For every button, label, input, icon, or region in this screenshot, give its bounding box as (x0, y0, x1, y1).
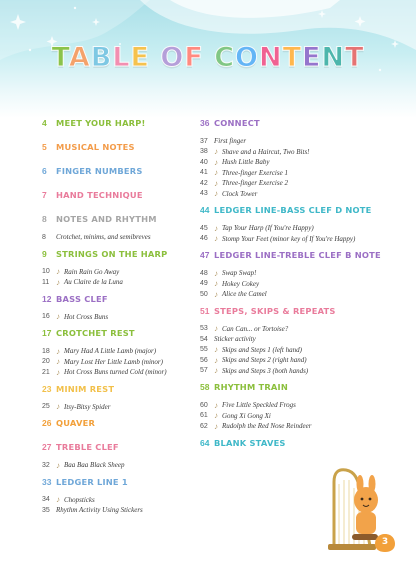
section-title: MEET YOUR HARP! (56, 118, 146, 128)
entry-title: Rhythm Activity Using Stickers (56, 506, 143, 515)
entry-title: Alice the Camel (222, 290, 267, 299)
section-page-number: 23 (42, 383, 52, 394)
music-note-icon: ♪ (214, 189, 218, 199)
toc-entry[interactable] (200, 411, 400, 422)
title-letter: F (184, 42, 204, 73)
entry-page-number: 55 (200, 346, 208, 354)
music-note-icon: ♪ (56, 357, 60, 367)
entry-title: Clock Tower (222, 189, 258, 198)
page-number-badge (374, 533, 396, 553)
toc-entry[interactable] (200, 400, 400, 411)
section-title: STRINGS ON THE HARP (56, 248, 168, 259)
toc-entry[interactable] (200, 421, 400, 432)
entry-title: Au Claire de la Luna (64, 278, 123, 287)
entry-title: Can Can... or Tortoise? (222, 324, 289, 333)
entry-page-number: 34 (42, 496, 50, 504)
title-letter (150, 42, 160, 73)
toc-entry[interactable] (42, 232, 192, 243)
toc-entry[interactable] (200, 147, 400, 158)
section-page-number: 6 (42, 166, 47, 176)
section-page-number: 26 (42, 418, 52, 428)
entry-title: Gong Xi Gong Xi (222, 411, 271, 420)
toc-entry[interactable] (42, 460, 192, 471)
entry-title: Skips and Steps 2 (right hand) (222, 356, 307, 365)
toc-entry[interactable] (42, 505, 192, 516)
music-note-icon: ♪ (214, 147, 218, 157)
section-title: MINIM REST (56, 383, 115, 394)
toc-entry[interactable] (42, 277, 192, 288)
section-title: NOTES AND RHYTHM (56, 214, 157, 224)
music-note-icon: ♪ (214, 268, 218, 278)
toc-section[interactable] (200, 118, 400, 136)
music-note-icon: ♪ (214, 289, 218, 299)
music-note-icon: ♪ (214, 223, 218, 233)
section-page-number: 64 (200, 437, 210, 448)
toc-entry[interactable] (42, 357, 192, 368)
music-note-icon: ♪ (214, 279, 218, 289)
toc-section[interactable] (200, 382, 400, 400)
toc-entry[interactable] (200, 268, 400, 279)
toc-section[interactable] (42, 118, 192, 136)
entry-page-number: 62 (200, 422, 208, 430)
title-letter: L (112, 42, 131, 73)
title-letter: T (345, 42, 365, 73)
entry-page-number: 41 (200, 169, 208, 177)
toc-section[interactable] (42, 477, 192, 495)
title-letter: O (160, 42, 185, 73)
music-note-icon: ♪ (214, 178, 218, 188)
section-title: LEDGER LINE-TREBLE CLEF B NOTE (214, 250, 381, 260)
section-page-number: 44 (200, 205, 210, 215)
entry-page-number: 32 (42, 461, 50, 469)
music-note-icon: ♪ (56, 367, 60, 377)
toc-entry[interactable] (200, 223, 400, 234)
music-note-icon: ♪ (56, 402, 60, 412)
toc-entry[interactable] (200, 136, 400, 147)
toc-entry[interactable] (42, 267, 192, 278)
toc-entry[interactable] (200, 345, 400, 356)
title-letter: O (235, 42, 259, 73)
entry-title: Itsy-Bitsy Spider (64, 402, 111, 411)
entry-title: Shave and a Haircut, Two Bits! (222, 147, 310, 156)
music-note-icon: ♪ (214, 400, 218, 410)
entry-page-number: 16 (42, 313, 50, 321)
entry-page-number: 20 (42, 358, 50, 366)
section-page-number: 8 (42, 214, 47, 224)
toc-section[interactable] (42, 328, 192, 346)
entry-title: Baa Baa Black Sheep (64, 461, 125, 470)
entry-page-number: 61 (200, 412, 208, 420)
section-page-number: 7 (42, 190, 47, 200)
section-title: STEPS, SKIPS & REPEATS (214, 305, 336, 316)
entry-page-number: 37 (200, 137, 208, 145)
toc-section[interactable] (200, 306, 400, 324)
section-title: CONNECT (214, 118, 260, 128)
section-title: RHYTHM TRAIN (214, 382, 288, 392)
title-letter: B (90, 42, 113, 73)
entry-page-number: 42 (200, 179, 208, 187)
entry-page-number: 45 (200, 224, 208, 232)
section-page-number: 9 (42, 248, 47, 259)
entry-page-number: 21 (42, 368, 50, 376)
toc-entry[interactable] (42, 346, 192, 357)
music-note-icon: ♪ (56, 495, 60, 505)
music-note-icon: ♪ (56, 460, 60, 470)
music-note-icon: ♪ (214, 168, 218, 178)
section-title: FINGER NUMBERS (56, 166, 143, 176)
toc-section[interactable] (42, 190, 192, 208)
section-page-number: 17 (42, 328, 52, 338)
section-title: MUSICAL NOTES (56, 142, 135, 152)
entry-page-number: 53 (200, 325, 208, 333)
title-letter: T (282, 42, 303, 73)
section-page-number: 51 (200, 305, 210, 316)
title-letter: E (130, 42, 150, 73)
toc-entry[interactable] (200, 234, 400, 245)
toc-entry[interactable] (200, 366, 400, 377)
section-title: BLANK STAVES (214, 437, 286, 448)
section-title: TREBLE CLEF (56, 442, 119, 452)
toc-entry[interactable] (200, 279, 400, 290)
music-note-icon: ♪ (214, 355, 218, 365)
page-title (0, 42, 416, 73)
toc-left-column (42, 118, 192, 516)
entry-title: First finger (214, 137, 247, 146)
title-letter: N (321, 42, 346, 73)
entry-page-number: 35 (42, 506, 50, 514)
music-note-icon: ♪ (214, 366, 218, 376)
entry-title: Rudolph the Red Nose Reindeer (222, 422, 312, 431)
entry-page-number: 57 (200, 367, 208, 375)
entry-title: Three-finger Exercise 2 (222, 179, 288, 188)
toc-entry[interactable] (42, 312, 192, 323)
music-note-icon: ♪ (214, 234, 218, 244)
music-note-icon: ♪ (214, 421, 218, 431)
toc-entry[interactable] (200, 289, 400, 300)
entry-page-number: 43 (200, 190, 208, 198)
section-title: LEDGER LINE 1 (56, 476, 128, 487)
entry-title: Hush Little Baby (222, 158, 270, 167)
toc-entry[interactable] (42, 495, 192, 506)
entry-page-number: 18 (42, 347, 50, 355)
toc-entry[interactable] (200, 168, 400, 179)
music-note-icon: ♪ (56, 346, 60, 356)
music-note-icon: ♪ (56, 277, 60, 287)
entry-title: Sticker activity (214, 335, 256, 344)
entry-page-number: 40 (200, 158, 208, 166)
entry-page-number: 56 (200, 356, 208, 364)
entry-page-number: 25 (42, 403, 50, 411)
entry-title: Hot Cross Buns turned Cold (minor) (64, 368, 167, 377)
entry-page-number: 38 (200, 148, 208, 156)
entry-page-number: 11 (42, 278, 50, 286)
section-title: QUAVER (56, 418, 96, 428)
entry-title: Three-finger Exercise 1 (222, 168, 288, 177)
entry-title: Skips and Steps 1 (left hand) (222, 345, 302, 354)
section-page-number: 5 (42, 142, 47, 152)
toc-section[interactable] (200, 250, 400, 268)
entry-title: Five Little Speckled Frogs (222, 401, 296, 410)
section-page-number: 47 (200, 250, 210, 260)
entry-title: Hokey Cokey (222, 279, 260, 288)
entry-title: Chopsticks (64, 495, 95, 504)
toc-entry[interactable] (42, 367, 192, 378)
entry-title: Skips and Steps 3 (both hands) (222, 366, 309, 375)
section-page-number: 58 (200, 382, 210, 392)
toc-section[interactable] (42, 166, 192, 184)
entry-page-number: 8 (42, 233, 46, 241)
music-note-icon: ♪ (56, 312, 60, 322)
toc-entry[interactable] (200, 157, 400, 168)
toc-section[interactable] (200, 205, 400, 223)
toc-entry[interactable] (42, 402, 192, 413)
music-note-icon: ♪ (214, 157, 218, 167)
section-title: HAND TECHNIQUE (56, 190, 143, 200)
section-title: CROTCHET REST (56, 328, 135, 338)
title-letter: T (51, 42, 69, 73)
toc-section[interactable] (42, 249, 192, 267)
entry-title: Swap Swap! (222, 269, 257, 278)
title-letter: N (258, 42, 283, 73)
toc-entry[interactable] (200, 334, 400, 345)
section-page-number: 36 (200, 118, 210, 128)
toc-section[interactable] (42, 442, 192, 460)
entry-page-number: 49 (200, 280, 208, 288)
music-note-icon: ♪ (214, 345, 218, 355)
entry-title: Stomp Your Feet (minor key of If You're Happy) (222, 234, 356, 243)
entry-title: Mary Had A Little Lamb (major) (64, 347, 157, 356)
toc-section[interactable] (42, 214, 192, 232)
section-page-number: 4 (42, 118, 47, 128)
entry-page-number: 46 (200, 235, 208, 243)
entry-title: Crotchet, minims, and semibreves (56, 233, 151, 242)
music-note-icon: ♪ (56, 267, 60, 277)
toc-right-column (200, 118, 400, 456)
section-page-number: 12 (42, 293, 52, 304)
section-title: LEDGER LINE-BASS CLEF D NOTE (214, 205, 372, 215)
mascot-harp-character-illustration (312, 462, 382, 552)
toc-section[interactable] (42, 294, 192, 312)
entry-title: Rain Rain Go Away (64, 267, 120, 276)
entry-title: Mary Lost Her Little Lamb (minor) (64, 357, 163, 366)
entry-page-number: 60 (200, 401, 208, 409)
music-note-icon: ♪ (214, 411, 218, 421)
entry-title: Tap Your Harp (If You're Happy) (222, 224, 314, 233)
toc-entry[interactable] (200, 189, 400, 200)
section-page-number: 33 (42, 476, 52, 487)
page-number: 3 (381, 537, 389, 547)
entry-page-number: 50 (200, 290, 208, 298)
music-note-icon: ♪ (214, 324, 218, 334)
title-letter: C (214, 42, 236, 73)
toc-section[interactable] (42, 384, 192, 402)
entry-page-number: 10 (42, 268, 50, 276)
title-letter: A (68, 42, 91, 73)
toc-entry[interactable] (200, 355, 400, 366)
entry-page-number: 54 (200, 335, 208, 343)
section-title: BASS CLEF (56, 293, 108, 304)
entry-title: Hot Cross Buns (64, 312, 109, 321)
toc-section[interactable] (200, 438, 400, 456)
toc-entry[interactable] (200, 324, 400, 335)
toc-section[interactable] (42, 142, 192, 160)
section-page-number: 27 (42, 442, 52, 452)
entry-page-number: 48 (200, 269, 208, 277)
title-letter: E (302, 42, 322, 73)
toc-entry[interactable] (200, 178, 400, 189)
toc-section[interactable] (42, 418, 192, 436)
title-letter (204, 42, 214, 73)
